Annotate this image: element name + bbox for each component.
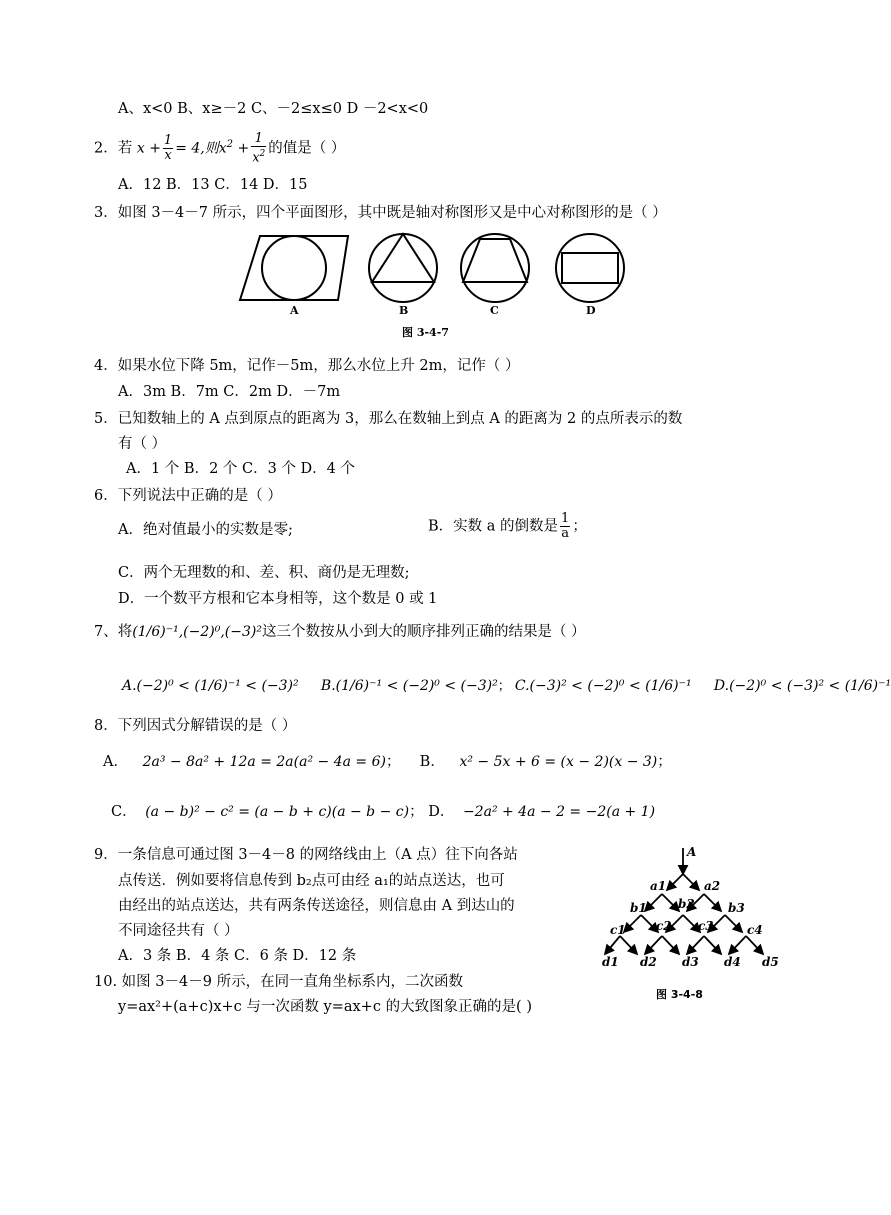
q7-option-b: B.(1/6)⁻¹ < (−2)⁰ < (−3)² bbox=[320, 678, 498, 694]
q2-frac1 bbox=[163, 134, 173, 163]
q2-frac2-num: 1 bbox=[251, 132, 266, 147]
shape-b-circle-triangle bbox=[369, 234, 437, 302]
node-b3: b3 bbox=[728, 901, 745, 915]
node-c2: c2 bbox=[656, 919, 672, 933]
caption-3-4-8: 图 3-4-8 bbox=[656, 988, 703, 1001]
q7-option-a: A.(−2)⁰ < (1/6)⁻¹ < (−3)² bbox=[122, 678, 299, 694]
q9-options: A．3 条 B．4 条 C．6 条 D．12 条 bbox=[118, 948, 357, 964]
label-a: A bbox=[290, 304, 299, 317]
q9-line-1: 9．一条信息可通过图 3－4－8 的网络线由上（A 点）往下向各站 bbox=[94, 847, 518, 863]
label-c: C bbox=[490, 304, 499, 317]
q1-options: A、x<0 B、x≥－2 C、－2≤x≤0 D －2<x<0 bbox=[118, 101, 429, 117]
figure-3-4-7 bbox=[230, 228, 650, 348]
q6-option-c: C．两个无理数的和、差、积、商仍是无理数; bbox=[118, 565, 410, 581]
q6-frac: $\frac{1}{a}$ bbox=[561, 511, 570, 541]
figure-3-4-8-network bbox=[600, 842, 790, 1012]
q8-option-d: −2a² + 4a − 2 = −2(a + 1) bbox=[462, 804, 656, 820]
label-b: B bbox=[399, 304, 409, 317]
q9-line-4: 不同途径共有（ ） bbox=[118, 923, 239, 939]
q2-options: A．12 B．13 C．14 D．15 bbox=[118, 177, 308, 193]
node-a1: a1 bbox=[650, 879, 667, 893]
q2-expr-b: = 4,则x bbox=[175, 140, 227, 157]
node-d5: d5 bbox=[762, 955, 779, 969]
node-d2: d2 bbox=[640, 955, 657, 969]
q6-option-b: B．实数 a 的倒数是 $\frac{1}{a}$ ； bbox=[428, 511, 587, 541]
node-a: A bbox=[687, 845, 697, 859]
q6-option-d: D．一个数平方根和它本身相等，这个数是 0 或 1 bbox=[118, 591, 438, 607]
node-d4: d4 bbox=[724, 955, 741, 969]
q8-option-a: 2a³ − 8a² + 12a = 2a(a² − 4a = 6) bbox=[142, 754, 386, 770]
q9-line-2: 点传送．例如要将信息传到 b₂点可由经 a₁的站点送达，也可 bbox=[118, 873, 505, 889]
q5-stem: 5．已知数轴上的 A 点到原点的距离为 3，那么在数轴上到点 A 的距离为 2 的点所表示的数 bbox=[94, 411, 683, 427]
q8-option-b: x² − 5x + 6 = (x − 2)(x − 3) bbox=[459, 754, 658, 770]
label-d: D bbox=[586, 304, 596, 317]
q8-row-2: C． (a − b)² − c² = (a − b + c)(a − b − c)； D． −2a² + 4a − 2 = −2(a + 1) bbox=[111, 804, 656, 820]
q9-line-3: 由经出的站点送达，共有两条传送途径，则信息由 A 到达山的 bbox=[118, 898, 515, 914]
q7-options: A.(−2)⁰ < (1/6)⁻¹ < (−3)² B.(1/6)⁻¹ < (−2)⁰ < (−3)²； C.(−3)² < (−2)⁰ < (1/6)⁻¹ D.(−2)⁰ < (−3)² < (1/6)⁻¹ bbox=[122, 678, 891, 694]
q2-stem bbox=[94, 132, 345, 165]
node-b2: b2 bbox=[678, 897, 695, 911]
node-c3: c3 bbox=[698, 919, 714, 933]
q4-stem: 4．如果水位下降 5m，记作－5m，那么水位上升 2m，记作（ ） bbox=[94, 358, 520, 374]
q7-expr: (1/6)⁻¹,(−2)⁰,(−3)² bbox=[132, 624, 262, 640]
q7-stem: 7、将(1/6)⁻¹,(−2)⁰,(−3)²这三个数按从小到大的顺序排列正确的结果是（ ） bbox=[94, 624, 586, 640]
q7-option-c: C.(−3)² < (−2)⁰ < (1/6)⁻¹ bbox=[514, 678, 692, 694]
node-d1: d1 bbox=[602, 955, 619, 969]
q2-frac2 bbox=[251, 132, 266, 165]
q10-line-1: 10. 如图 3－4－9 所示，在同一直角坐标系内，二次函数 bbox=[94, 974, 464, 990]
q3-stem: 3．如图 3－4－7 所示，四个平面图形，其中既是轴对称图形又是中心对称图形的是（ ） bbox=[94, 205, 667, 221]
node-d3: d3 bbox=[682, 955, 699, 969]
q2-plus: + bbox=[233, 140, 250, 157]
q10-line-2: y=ax²+(a+c)x+c 与一次函数 y=ax+c 的大致图象正确的是( ) bbox=[118, 999, 532, 1015]
q5-stem-cont: 有（ ） bbox=[118, 436, 167, 452]
node-c1: c1 bbox=[610, 923, 626, 937]
q6-stem: 6．下列说法中正确的是（ ） bbox=[94, 488, 282, 504]
q2-frac1-den: x bbox=[164, 148, 172, 164]
q4-options: A．3m B．7m C．2m D．－7m bbox=[118, 384, 341, 400]
q2-frac1-num: 1 bbox=[163, 133, 173, 149]
q8-option-c: (a − b)² − c² = (a − b + c)(a − b − c) bbox=[145, 804, 410, 820]
q2-prefix: 2．若 bbox=[94, 140, 133, 157]
q2-suffix: 的值是（ ） bbox=[268, 140, 346, 157]
q2-frac2-den: $x^2$ bbox=[252, 149, 266, 166]
caption-3-4-7: 图 3-4-7 bbox=[402, 326, 449, 339]
q8-row-1: A． 2a³ − 8a² + 12a = 2a(a² − 4a = 6)； B． x² − 5x + 6 = (x − 2)(x − 3)； bbox=[103, 754, 672, 770]
node-c4: c4 bbox=[747, 923, 763, 937]
q6-option-a: A．绝对值最小的实数是零; bbox=[118, 522, 293, 538]
node-a2: a2 bbox=[704, 879, 721, 893]
shape-a-parallelogram-circle bbox=[240, 236, 348, 300]
q2-expr-a: x + bbox=[136, 140, 161, 157]
q7-option-d: D.(−2)⁰ < (−3)² < (1/6)⁻¹ bbox=[713, 678, 891, 694]
shape-d-circle-rectangle bbox=[556, 234, 624, 302]
shape-c-circle-trapezoid bbox=[461, 234, 529, 302]
q8-stem: 8．下列因式分解错误的是（ ） bbox=[94, 718, 297, 734]
q2-square: 2 bbox=[226, 138, 234, 150]
node-b1: b1 bbox=[630, 901, 647, 915]
q5-options: A．1 个 B．2 个 C．3 个 D．4 个 bbox=[126, 461, 356, 477]
